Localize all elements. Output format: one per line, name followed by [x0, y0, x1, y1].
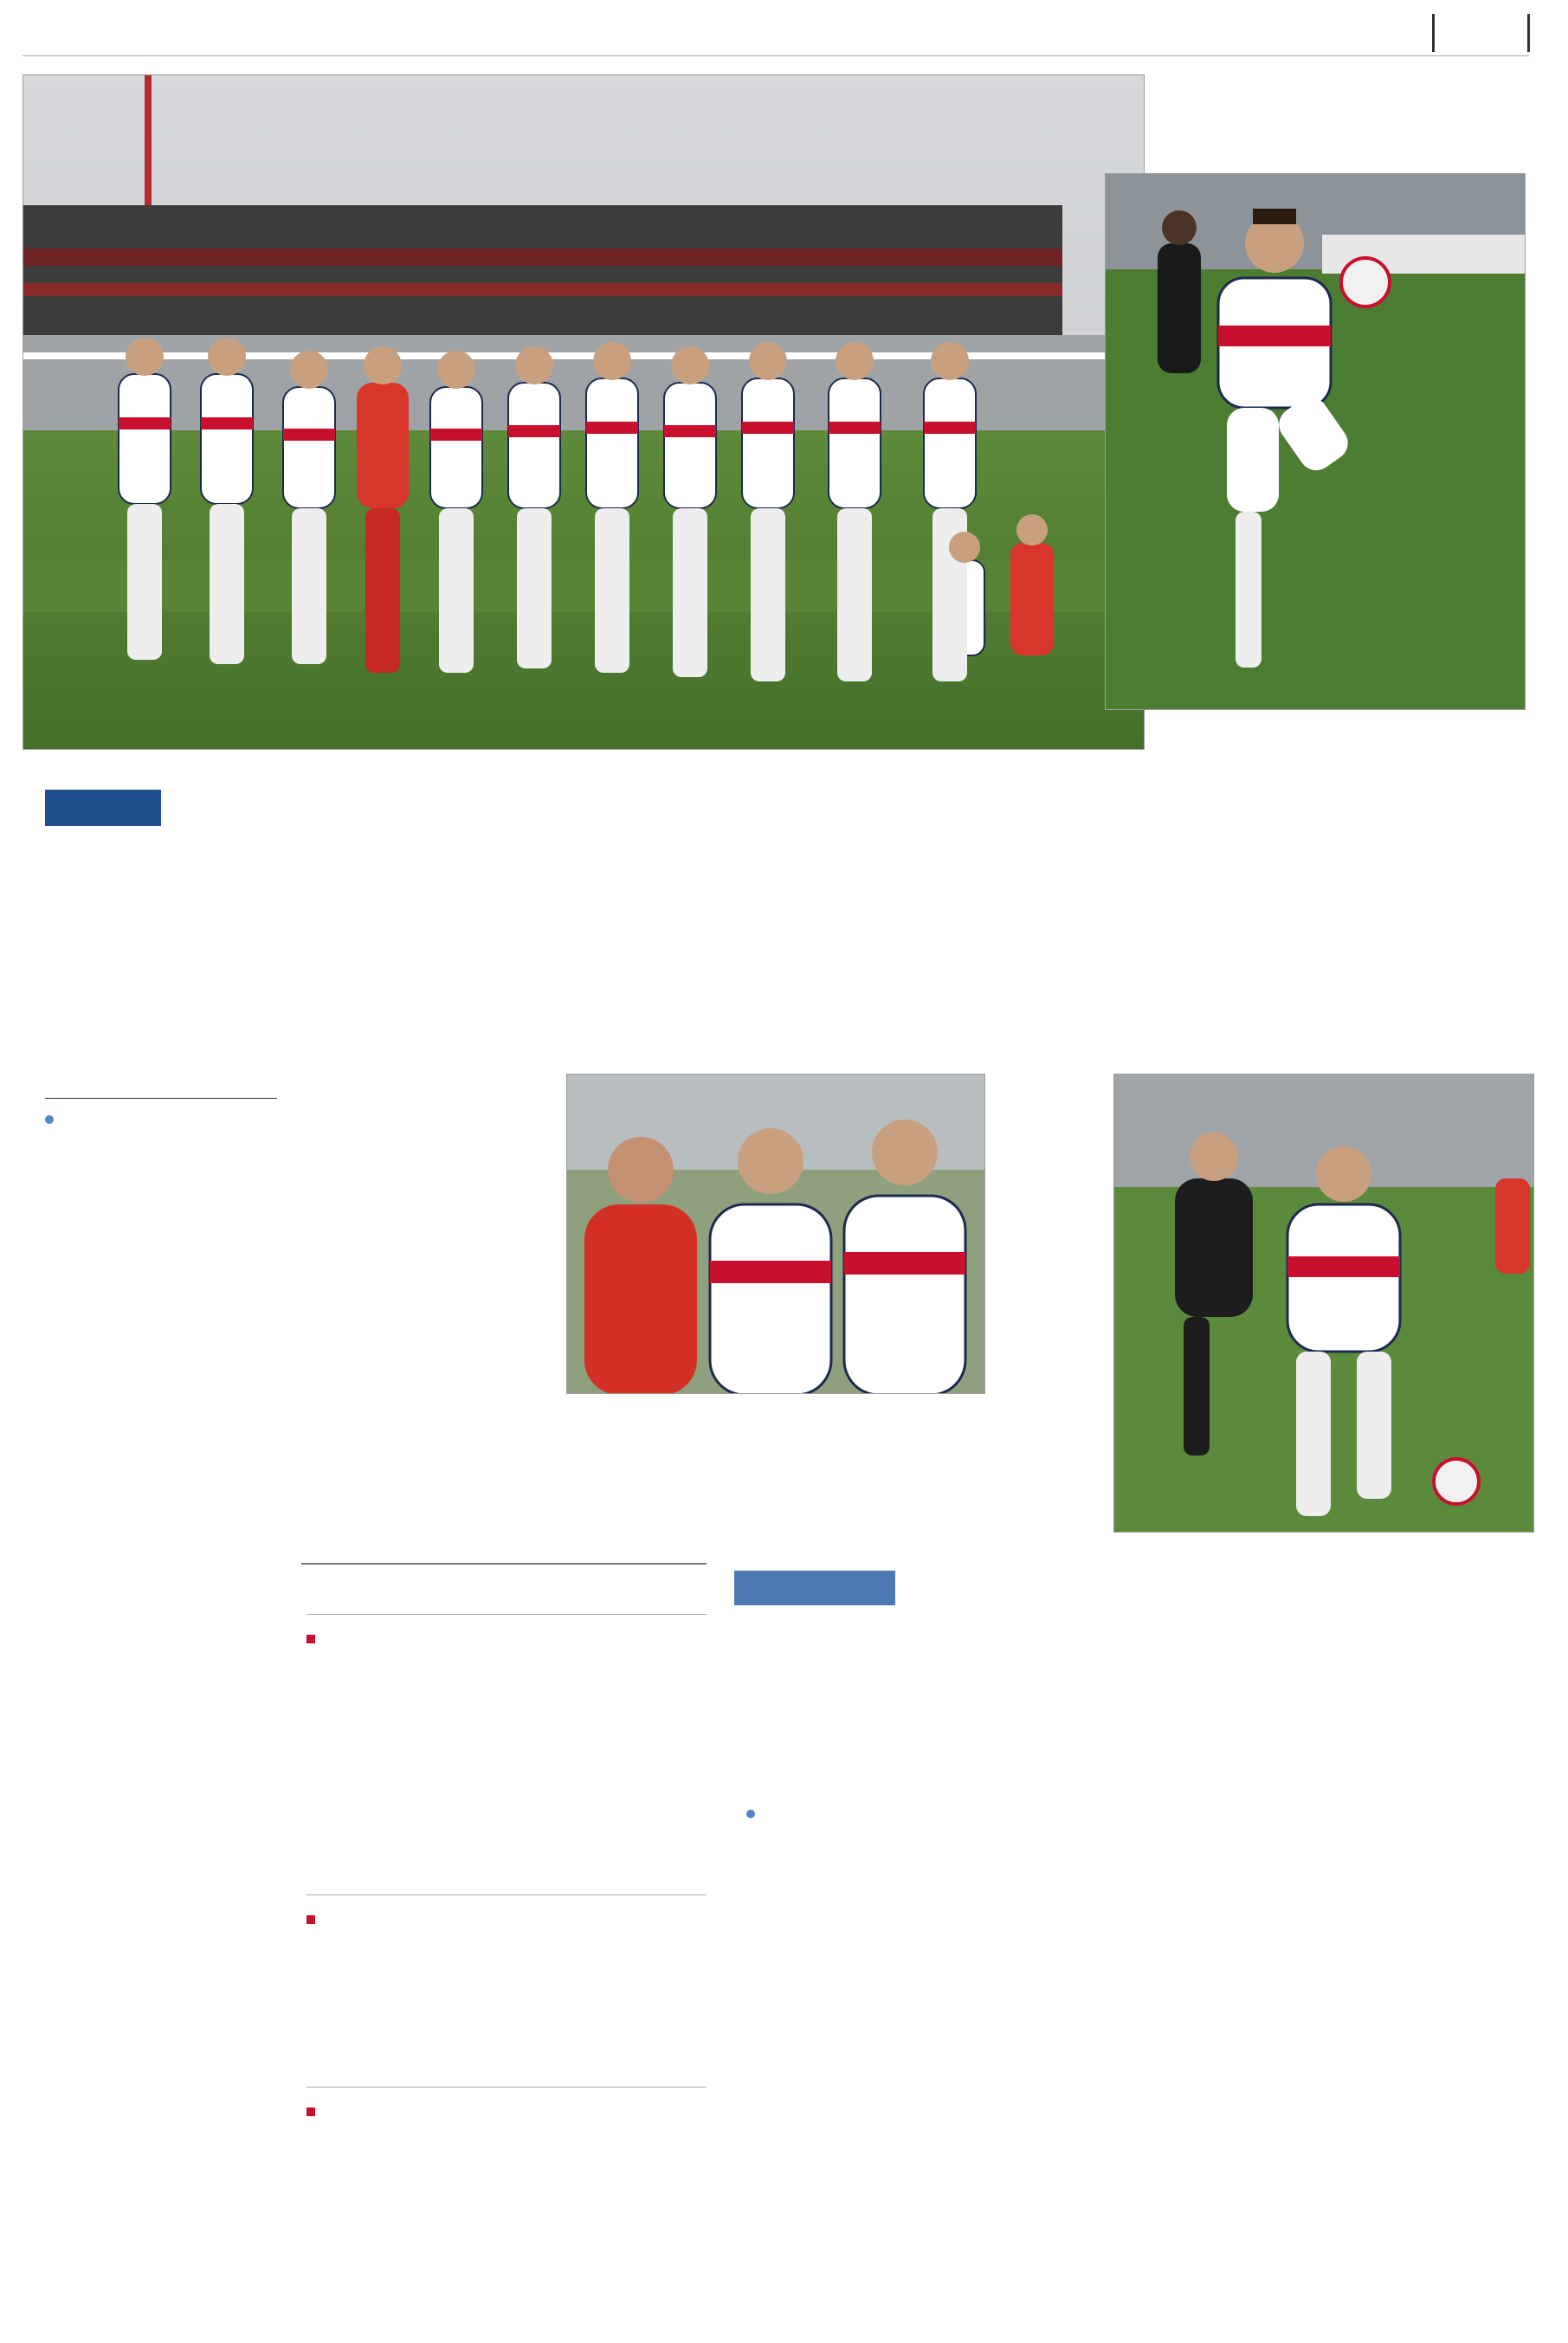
news-item-3: [307, 2095, 707, 2121]
page-number-bar: [1527, 14, 1530, 52]
news-rule-1: [307, 1894, 707, 1895]
punto-paragraph: [746, 1803, 1127, 1823]
article-col-2: [301, 1074, 545, 1081]
improta-photo: [1113, 1074, 1534, 1533]
bullet-icon: [307, 1915, 315, 1924]
top-photo-caption: [1167, 80, 1522, 81]
news-text: [307, 1910, 707, 1929]
news-item-1: [307, 1623, 707, 1649]
bullet-icon: [45, 1115, 54, 1124]
header-rule: [23, 55, 1529, 56]
dialogo-caption: [1008, 1074, 1112, 1075]
author-rule: [45, 1098, 277, 1099]
campilongo-photo: [566, 1074, 985, 1394]
altre-notizie-rule: [307, 1614, 707, 1615]
voltasio-photo: [1105, 173, 1526, 710]
news-rule-2: [307, 2087, 707, 2088]
team-photo: [23, 74, 1145, 750]
article-paragraph: [45, 1108, 277, 1130]
il-punto-badge: [734, 1571, 895, 1605]
bullet-icon: [307, 2107, 315, 2116]
punto-col-1: [746, 1803, 1127, 1823]
news-text: [307, 1630, 707, 1649]
news-item-2: [307, 1903, 707, 1929]
section-divider: [1432, 14, 1435, 52]
news-text: [307, 2102, 707, 2121]
bullet-icon: [746, 1810, 755, 1818]
article-col-1: [45, 1108, 277, 1130]
altre-notizie-top-rule: [301, 1563, 707, 1565]
serie-d-badge: [45, 790, 161, 826]
bullet-icon: [307, 1635, 315, 1643]
